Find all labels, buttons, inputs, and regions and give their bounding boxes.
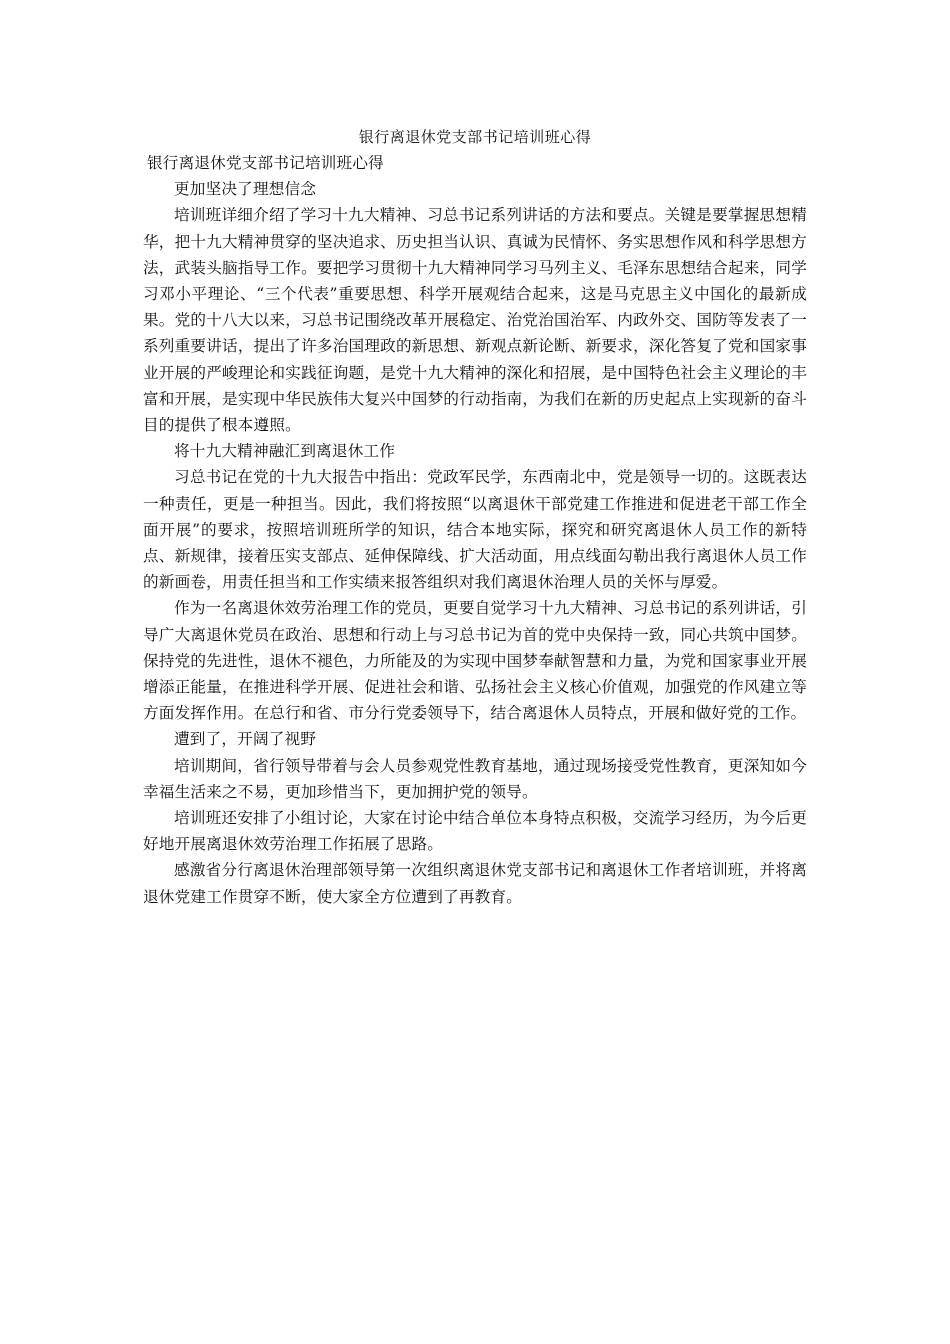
paragraph: 习总书记在党的十九大报告中指出：党政军民学，东西南北中，党是领导一切的。这既表达一种责任，更是一种担当。因此，我们将按照“以离退休干部党建工作推进和促进老干部工作全面开展”的要求，按照培训班所学的知识，结合本地实际，探究和研究离退休人员工作的新特点、新规律，接着压实支部点、延伸保障线、扩大活动面，用点线面勾勒出我行离退休人员工作的新画卷，用责任担当和工作实绩来报答组织对我们离退休治理人员的关怀与厚爱。 (143, 468, 807, 592)
section-heading-horizons: 遭到了，开阔了视野 (174, 730, 317, 749)
paragraph: 培训班还安排了小组讨论，大家在讨论中结合单位本身特点积极，交流学习经历，为今后更好地开展离退休效劳治理工作拓展了思路。 (143, 809, 807, 854)
section-heading-ideals: 更加坚决了理想信念 (174, 180, 317, 199)
document-body (143, 150, 807, 910)
paragraph: 培训班详细介绍了学习十九大精神、习总书记系列讲话的方法和要点。关键是要掌握思想精华，把十九大精神贯穿的坚决追求、历史担当认识、真诚为民情怀、务实思想作风和科学思想方法，武装头脑指导工作。要把学习贯彻十九大精神同学习马列主义、毛泽东思想结合起来，同学习邓小平理论、“三个代表”重要思想、科学开展观结合起来，这是马克思主义中国化的最新成果。党的十八大以来，习总书记围绕改革开展稳定、治党治国治军、内政外交、国防等发表了一系列重要讲话，提出了许多治国理政的新思想、新观点新论断、新要求，深化答复了党和国家事业开展的严峻理论和实践征询题，是党十九大精神的深化和招展，是中国特色社会主义理论的丰富和开展，是实现中华民族伟大复兴中国梦的行动指南，为我们在新的历史起点上实现新的奋斗目的提供了根本遵照。 (143, 206, 807, 435)
document-subtitle: 银行离退休党支部书记培训班心得 (147, 154, 384, 172)
paragraph: 培训期间，省行领导带着与会人员参观党性教育基地，通过现场接受党性教育，更深知如今幸福生活来之不易，更加珍惜当下，更加拥护党的领导。 (143, 756, 807, 801)
paragraph: 感激省分行离退休治理部领导第一次组织离退休党支部书记和离退休工作者培训班，并将离退休党建工作贯穿不断，使大家全方位遭到了再教育。 (143, 861, 807, 906)
paragraph: 作为一名离退休效劳治理工作的党员，更要自觉学习十九大精神、习总书记的系列讲话，引导广大离退休党员在政治、思想和行动上与习总书记为首的党中央保持一致，同心共筑中国梦。保持党的先进性，退休不褪色，力所能及的为实现中国梦奉献智慧和力量，为党和国家事业开展增添正能量，在推进科学开展、促进社会和谐、弘扬社会主义核心价值观，加强党的作风建立等方面发挥作用。在总行和省、市分行党委领导下，结合离退休人员特点，开展和做好党的工作。 (143, 599, 807, 723)
section-heading-integration: 将十九大精神融汇到离退休工作 (174, 442, 396, 461)
document-title: 银行离退休党支部书记培训班心得 (358, 128, 592, 146)
